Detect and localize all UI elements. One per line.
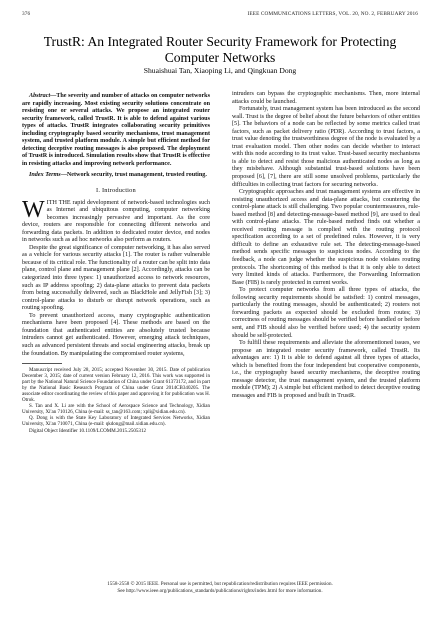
footnote-manuscript: Manuscript received July 28, 2015; accepted November 30, 2015. Date of publication December 3, 2015; date of current version February 12, 2016. This work was supported in part by the National Natural Science Foundation of China under Grant 61373172, and in part by the National Basic Research Program of China under Grant 2014CB340205. The associate editor coordinating the review of this paper and approving it for publication was H. Otrok. — [22, 367, 210, 404]
right-paragraph-1: intruders can bypass the cryptographic mechanisms. Then, more internal attacks could be launched. — [232, 91, 420, 105]
index-terms-text: —Network security, trust management, trusted routing. — [60, 172, 207, 179]
right-paragraph-2: Fortunately, trust management system has been introduced as the second wall. Trust is the degree of belief about the future behaviors of other entities [5]. The behaviors of a node can be reflected by some metrics called trust factors, such as packet delivery ratio (PDR). According to trust factors, a trust value denoting the trustworthiness degree of the node is evaluated by a trust evaluation model. Then other nodes can decide whether to interact with this node according to its trust value. Trust-based security mechanisms is able to detect and resist those malicious authenticated nodes as long as they misbehave. Although substantial trust-based solutions have been proposed [6], [7], there are still some unsolved problems, particularly the difficulties in collecting trust factors for securing networks. — [232, 106, 420, 188]
copyright-footer — [30, 581, 410, 595]
right-paragraph-3: Cryptographic approaches and trust management systems are effective in resisting unauthorized access and data-plane attacks, but countering the control-plane attack is still challenging. Two popular countermeasures, rule-based method [8] and detecting-message-based method [9], are used to deal with control-plane attacks. The rule-based method finds out whether a received routing message is complied with the routing protocol specification according to a set of predefined rules. However, it is very difficult to define an exhaustive rule set. The detecting-message-based method sends specific messages to suspicious nodes. According to the feedback, a node can judge whether the suspicious node violates routing protocols. The shortcoming of this method is that it is only able to detect very limited kinds of attacks. Furthermore, the Forwarding Information Base (FIB) is rarely protected in current works. — [232, 189, 420, 286]
journal-header: IEEE COMMUNICATIONS LETTERS, VOL. 20, NO. 2, FEBRUARY 2016 — [247, 11, 418, 17]
page-number: 376 — [22, 11, 31, 17]
paper-title: TrustR: An Integrated Router Security Framework for Protecting Computer Networks — [43, 34, 397, 65]
right-paragraph-4: To protect computer networks from all three types of attacks, the following security requirements should be satisfied: 1) control messages, particularly the routing messages, should be authenticated; 2) routers not forwarding packets as expected should be excluded from routes; 3) correctness of routing messages should be verified before handled or before sent, and FIB should also be verified before used; 4) the security system should be self-protected. — [232, 287, 420, 339]
intro-paragraph-1-text: ITH THE rapid development of network-based technologies such as Internet and ubiquitous computing, computer networking becomes increasingly pervasive and important. As the core device, routers are responsible for connecting different networks and forwarding data packets. In addition to dedicated router device, end nodes in networks such as ad hoc networks also perform as routers. — [22, 199, 210, 244]
left-column — [22, 93, 210, 434]
abstract-lead: Abstract — [29, 93, 51, 99]
index-terms-lead: Index Terms — [29, 172, 61, 179]
abstract — [22, 93, 210, 168]
right-column — [232, 91, 420, 400]
footnote-doi: Digital Object Identifier 10.1109/LCOMM.2015.2505312 — [29, 427, 146, 434]
drop-cap: W — [22, 196, 45, 223]
running-head — [22, 11, 418, 20]
abstract-text: —The severity and number of attacks on computer networks are rapidly increasing. Most existing security solutions concentrate on resisting one or several attacks. We propose an integrated router security framework, called TrustR. It is able to defend against various types of attacks. TrustR integrates collaborating security primitives including cryptography based security mechanisms, trust management system, and trusted platform module. A simple but efficient method for detecting deceptive routing messages is also proposed. The deployment of TrustR is introduced. Simulation results show that TrustR is effective in resisting attacks and improving network performance. — [22, 93, 210, 167]
section-heading-introduction: I. Introduction — [96, 187, 136, 195]
intro-paragraph-2: Despite the great significance of computer networking, it has also served as a vehicle for various security attacks [1]. The router is rather vulnerable because of its critical role. The functionality of a router can be split into data plane, control plane and management plane [2]. Accordingly, attacks can be categorized into three types: 1) unauthorized access to network resources, such as IP address spoofing; 2) data-plane attacks to prevent data packets from being successfully delivered, such as BlackHole and JellyFish [3]; 3) control-plane attacks to disturb or disrupt network operations, such as routing spoofing. — [22, 244, 210, 312]
copyright-line: 1558-2558 © 2015 IEEE. Personal use is permitted, but republication/redistribution requires IEEE permission. — [107, 581, 333, 587]
footnote-author-tan-li: S. Tan and X. Li are with the School of Aerospace Science and Technology, Xidian University, Xi'an 710126, China (e-mail: ss_tan@163.com; xpli@xidian.edu.cn). — [22, 403, 210, 416]
footnote-rule — [22, 363, 62, 364]
paper-authors: Shuaishuai Tan, Xiaoping Li, and Qingkuan Dong — [143, 66, 297, 75]
rights-link-line: See http://www.ieee.org/publications_standards/publications/rights/index.html for more information. — [117, 588, 323, 595]
index-terms — [22, 172, 210, 180]
intro-paragraph-3: To prevent unauthorized access, many cryptographic authentication mechanisms have been proposed [4]. These methods are based on the foundation that authenticated entities are absolutely trusted because intruders cannot get authenticated. However, emerging attack techniques, such as advanced persistent threats and social engineering attacks, break up the foundation. By manipulating the compromised router systems, — [22, 312, 210, 357]
intro-paragraph-1 — [22, 196, 210, 245]
right-paragraph-5: To fulfill these requirements and alleviate the aforementioned issues, we propose an integrated router security framework, called TrustR. Its advantages are: 1) It is able to defend against all three types of attacks, which is benefited from the four independent but cooperative components, i.e., the cryptography based security mechanisms, the deceptive routing message detector, the trust management system, and the trusted platform module (TPM); 2) A simple but efficient method to detect deceptive routing messages and FIB is proposed and built in TrustR. — [232, 340, 420, 399]
footnote-author-dong: Q. Dong is with the State Key Laboratory of Integrated Services Networks, Xidian University, Xi'an 710071, China (e-mail: qkdong@mail.xidian.edu.cn). — [22, 415, 210, 428]
